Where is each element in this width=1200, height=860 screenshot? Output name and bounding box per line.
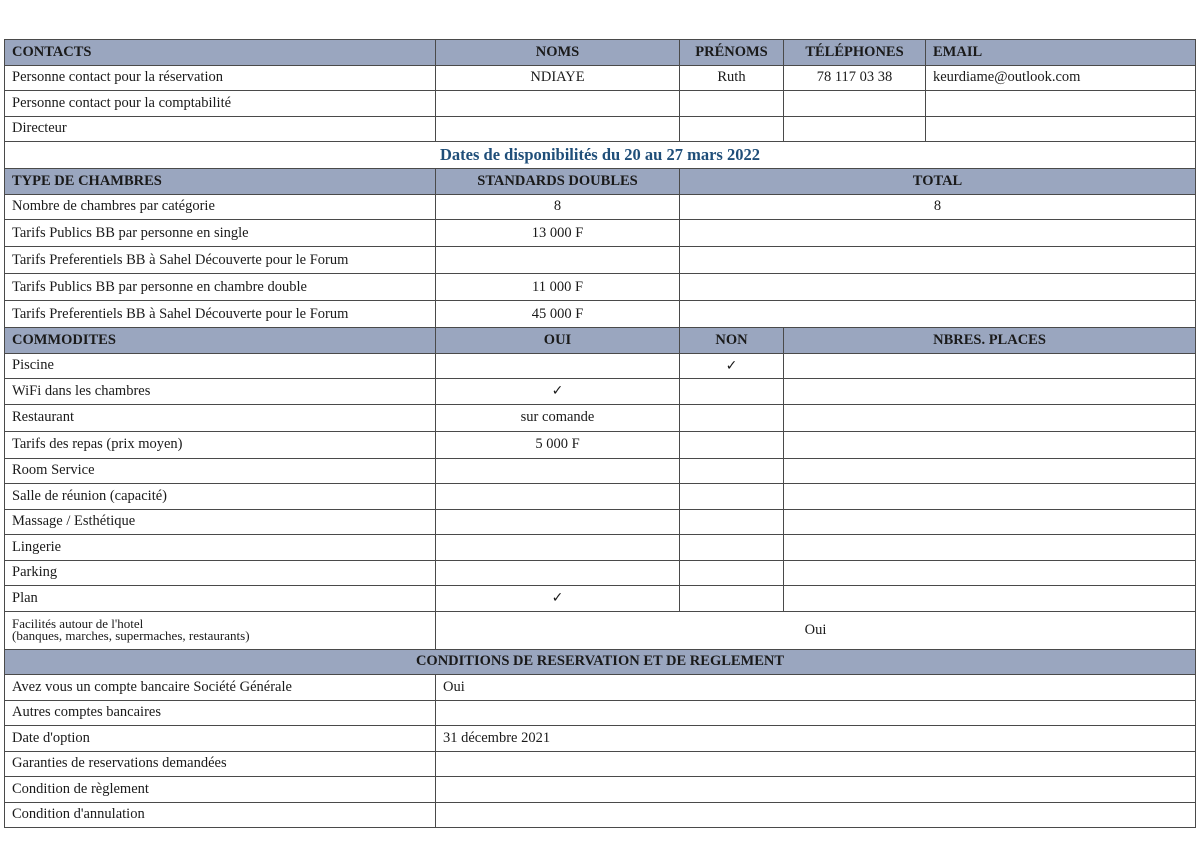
facilities-row — [5, 611, 1196, 649]
room-label: Tarifs Preferentiels BB à Sahel Découverte pour le Forum — [5, 301, 436, 328]
table-row — [5, 353, 1196, 379]
condition-label: Avez vous un compte bancaire Société Générale — [5, 675, 436, 701]
contacts-header: CONTACTS — [5, 40, 436, 66]
facilities-label — [5, 611, 436, 649]
condition-label: Condition de règlement — [5, 777, 436, 803]
room-value: 45 000 F — [436, 301, 680, 328]
amenity-label: Massage / Esthétique — [5, 509, 436, 535]
table-row — [5, 777, 1196, 803]
standards-doubles-header: STANDARDS DOUBLES — [436, 169, 680, 195]
facilities-value: Oui — [436, 611, 1196, 649]
facilities-label-line1: Facilités autour de l'hotel — [12, 616, 144, 631]
condition-value: Oui — [436, 675, 1196, 701]
table-row — [5, 116, 1196, 142]
amenity-non — [680, 458, 784, 484]
table-row — [5, 484, 1196, 510]
condition-value — [436, 751, 1196, 777]
condition-label: Autres comptes bancaires — [5, 700, 436, 726]
amenity-label: Piscine — [5, 353, 436, 379]
table-row — [5, 404, 1196, 431]
table-row — [5, 194, 1196, 220]
room-total — [680, 247, 1196, 274]
contact-prenom — [680, 116, 784, 142]
room-value: 8 — [436, 194, 680, 220]
condition-label: Condition d'annulation — [5, 802, 436, 828]
checkmark-icon: ✓ — [680, 353, 784, 379]
contact-label: Personne contact pour la réservation — [5, 65, 436, 91]
room-label: Tarifs Preferentiels BB à Sahel Découverte pour le Forum — [5, 247, 436, 274]
room-value: 13 000 F — [436, 220, 680, 247]
table-row — [5, 274, 1196, 301]
amenity-non — [680, 560, 784, 586]
contact-tel — [784, 116, 926, 142]
amenity-places — [784, 509, 1196, 535]
condition-value: 31 décembre 2021 — [436, 726, 1196, 752]
amenity-label: Salle de réunion (capacité) — [5, 484, 436, 510]
availability-title: Dates de disponibilités du 20 au 27 mars 2022 — [5, 142, 1196, 169]
contact-email — [926, 116, 1196, 142]
checkmark-icon: ✓ — [436, 379, 680, 405]
amenity-oui — [436, 509, 680, 535]
contact-nom — [436, 91, 680, 117]
table-row — [5, 560, 1196, 586]
amenity-oui — [436, 458, 680, 484]
table-row — [5, 379, 1196, 405]
amenity-places — [784, 560, 1196, 586]
non-header: NON — [680, 328, 784, 354]
amenity-oui — [436, 484, 680, 510]
contact-nom — [436, 116, 680, 142]
amenity-label: Plan — [5, 586, 436, 612]
room-type-header: TYPE DE CHAMBRES — [5, 169, 436, 195]
room-total — [680, 274, 1196, 301]
table-row — [5, 535, 1196, 561]
table-row — [5, 220, 1196, 247]
amenity-oui — [436, 535, 680, 561]
room-label: Nombre de chambres par catégorie — [5, 194, 436, 220]
table-row — [5, 586, 1196, 612]
room-total: 8 — [680, 194, 1196, 220]
amenity-label: Lingerie — [5, 535, 436, 561]
room-label: Tarifs Publics BB par personne en single — [5, 220, 436, 247]
oui-header: OUI — [436, 328, 680, 354]
room-total — [680, 301, 1196, 328]
contact-prenom — [680, 91, 784, 117]
conditions-header-row — [5, 649, 1196, 675]
email-header: EMAIL — [926, 40, 1196, 66]
table-row — [5, 247, 1196, 274]
amenity-non — [680, 484, 784, 510]
contact-label: Directeur — [5, 116, 436, 142]
condition-value — [436, 700, 1196, 726]
room-value — [436, 247, 680, 274]
condition-value — [436, 802, 1196, 828]
hotel-form-table — [4, 39, 1196, 828]
table-row — [5, 458, 1196, 484]
amenity-label: Room Service — [5, 458, 436, 484]
amenity-label: Tarifs des repas (prix moyen) — [5, 431, 436, 458]
amenity-places — [784, 535, 1196, 561]
table-row — [5, 675, 1196, 701]
room-value: 11 000 F — [436, 274, 680, 301]
contact-label: Personne contact pour la comptabilité — [5, 91, 436, 117]
checkmark-icon: ✓ — [436, 586, 680, 612]
room-label: Tarifs Publics BB par personne en chambre double — [5, 274, 436, 301]
prenoms-header: PRÉNOMS — [680, 40, 784, 66]
table-row — [5, 802, 1196, 828]
table-row — [5, 700, 1196, 726]
condition-label: Date d'option — [5, 726, 436, 752]
table-row — [5, 509, 1196, 535]
telephones-header: TÉLÉPHONES — [784, 40, 926, 66]
amenity-places — [784, 379, 1196, 405]
commodites-header: COMMODITES — [5, 328, 436, 354]
table-row — [5, 431, 1196, 458]
amenity-non — [680, 431, 784, 458]
amenity-places — [784, 404, 1196, 431]
condition-value — [436, 777, 1196, 803]
amenity-label: Parking — [5, 560, 436, 586]
rooms-header-row — [5, 169, 1196, 195]
amenity-places — [784, 431, 1196, 458]
amenity-places — [784, 458, 1196, 484]
table-row — [5, 91, 1196, 117]
amenity-oui: sur comande — [436, 404, 680, 431]
total-header: TOTAL — [680, 169, 1196, 195]
facilities-label-line2: (banques, marches, supermaches, restaurants) — [12, 628, 250, 643]
condition-label: Garanties de reservations demandées — [5, 751, 436, 777]
amenity-oui — [436, 353, 680, 379]
table-row — [5, 751, 1196, 777]
amenity-non — [680, 535, 784, 561]
availability-row — [5, 142, 1196, 169]
amenity-label: Restaurant — [5, 404, 436, 431]
contact-tel — [784, 91, 926, 117]
table-row — [5, 726, 1196, 752]
contact-email: keurdiame@outlook.com — [926, 65, 1196, 91]
amenity-oui — [436, 560, 680, 586]
table-row — [5, 65, 1196, 91]
amenity-places — [784, 586, 1196, 612]
amenity-places — [784, 353, 1196, 379]
contacts-header-row — [5, 40, 1196, 66]
amenity-oui: 5 000 F — [436, 431, 680, 458]
amenity-non — [680, 404, 784, 431]
conditions-header: CONDITIONS DE RESERVATION ET DE REGLEMENT — [5, 649, 1196, 675]
amenity-non — [680, 379, 784, 405]
table-row — [5, 301, 1196, 328]
places-header: NBRES. PLACES — [784, 328, 1196, 354]
contact-nom: NDIAYE — [436, 65, 680, 91]
amenity-non — [680, 509, 784, 535]
noms-header: NOMS — [436, 40, 680, 66]
amenity-places — [784, 484, 1196, 510]
room-total — [680, 220, 1196, 247]
contact-tel: 78 117 03 38 — [784, 65, 926, 91]
contact-email — [926, 91, 1196, 117]
amenity-label: WiFi dans les chambres — [5, 379, 436, 405]
amenity-non — [680, 586, 784, 612]
amenities-header-row — [5, 328, 1196, 354]
contact-prenom: Ruth — [680, 65, 784, 91]
